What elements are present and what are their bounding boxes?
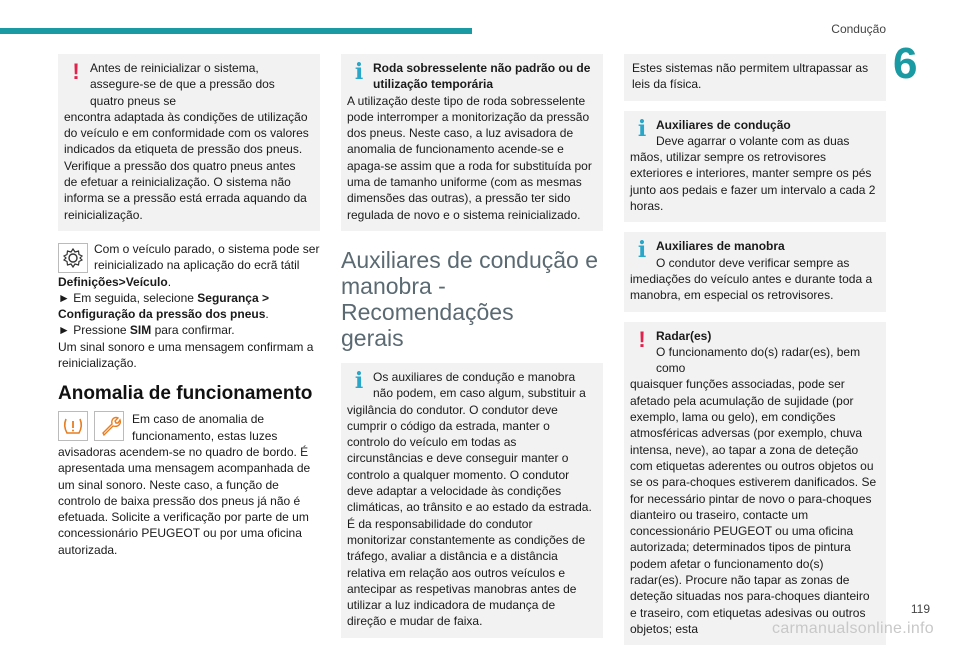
warning-icon: !: [638, 326, 646, 352]
step2-suffix: para confirmar.: [151, 323, 235, 338]
info-lead: Deve agarrar o volante com as duas: [656, 133, 850, 148]
section-heading-line2: manobra - Recomendações: [341, 272, 514, 325]
column-1: [58, 54, 320, 566]
info-icon: i: [637, 115, 647, 142]
info-box-manoeuvring-aids: [624, 232, 886, 311]
reset-menu-path: Definições>Veículo: [58, 274, 168, 289]
info-title-text: Roda sobresselente não padrão ou de utilização temporária: [373, 61, 591, 92]
warning-box-radar: [624, 322, 886, 646]
malfunction-heading: Anomalia de funcionamento: [58, 383, 313, 405]
wrench-service-icon: [94, 411, 124, 441]
step1-prefix: ► Em seguida, selecione: [58, 290, 198, 305]
page-number: 119: [910, 602, 930, 616]
info-icon: i: [637, 237, 647, 264]
step2-prefix: ► Pressione: [58, 323, 130, 338]
column-2: [341, 54, 603, 648]
info-title: [630, 238, 878, 254]
note-box-physics: [624, 54, 886, 101]
physics-text: Estes sistemas não permitem ultrapassar as leis da física.: [632, 61, 869, 92]
info-icon: i: [354, 59, 364, 85]
info-text: mãos, utilizar sempre os retrovisores exteriores e interiores, manter sempre os pés junto aos pedais e fazer um intervalo a cada 2 horas.: [630, 150, 876, 214]
step1-menu: Segurança > Configuração da pressão dos pneus: [58, 290, 269, 322]
section-heading-line3: gerais: [341, 324, 404, 351]
reset-lead: Com o veículo parado, o sistema pode ser reinicializado na aplicação do ecrã tátil: [94, 241, 320, 273]
info-box-driver-vigilance: [341, 363, 603, 638]
warning-title: [630, 328, 878, 344]
section-heading-line1: Auxiliares de condução e: [341, 246, 598, 273]
info-title: [347, 60, 595, 93]
info-title-text: Auxiliares de condução: [656, 117, 791, 132]
info-box-driving-aids: [624, 111, 886, 223]
warning-lead: O funcionamento do(s) radar(es), bem como: [656, 344, 861, 376]
warning-text: quaisquer funções associadas, pode ser afetado pela acumulação de sujidade (por exemplo, lama ou gelo), em condições atmosféricas adversas (por exemplo, chuva intensa, neve), ao tapar a zona de deteção com etiquetas aderentes ou outros objetos ou se os para-choques estiverem danificados. Se for necessário pintar de novo o para-choques dianteiro ou traseiro, contacte um concessionário PEUGEOT ou uma oficina autorizada; determinados tipos de pintura podem afetar o funcionamento do(s) radar(es). Procure não tapar as zonas de deteção situadas nos para-choques dianteiro e traseiro, com etiquetas adesivas ou outros objetos; esta: [630, 377, 877, 636]
info-lead: Os auxiliares de condução e manobra não podem, em caso algum, substituir a: [373, 369, 586, 401]
info-title: [630, 117, 878, 133]
section-title: Condução: [831, 22, 886, 36]
warning-text: encontra adaptada às condições de utilização do veículo e em conformidade com os valores indicados da etiqueta de pressão dos pneus. Verifique a pressão dos quatro pneus antes de efetuar a reinicialização. O sistema não informa se a pressão está errada aquando da reinicialização.: [64, 109, 309, 222]
watermark: carmanualsonline.info: [772, 620, 934, 637]
malfunction-lead: Em caso de anomalia de funcionamento, estas luzes: [132, 412, 278, 443]
tyre-pressure-warning-icon: [58, 411, 88, 441]
chapter-number: 6: [893, 39, 918, 88]
section-heading: [341, 247, 603, 351]
settings-gear-icon: [58, 243, 88, 273]
warning-title-text: Radar(es): [656, 328, 712, 343]
info-lead: O condutor deve verificar sempre as: [656, 255, 850, 270]
info-text: A utilização deste tipo de roda sobresselente pode interromper a monitorização da pressão dos pneus. Neste caso, a luz avisadora de anomalia de funcionamento acende-se e apaga-se assim que a roda for substituída por uma de tamanho uniforme (com as mesmas dimensões das outras), a pressão ter sido regulada de novo e o sistema reinicializado.: [347, 93, 592, 222]
malfunction-rest: avisadoras acendem-se no quadro de bordo. É apresentada uma mensagem acompanhada de um sinal sonoro. Neste caso, a função de controlo de baixa pressão dos pneus já não é efetuada. Solicite a verificação por parte de um concessionário PEUGEOT ou por uma oficina autorizada.: [58, 444, 311, 557]
info-box-spare-wheel: [341, 54, 603, 231]
warning-box-reset: [58, 54, 320, 231]
malfunction-text: [58, 411, 320, 558]
info-title-text: Auxiliares de manobra: [656, 239, 785, 254]
warning-icon: !: [72, 59, 80, 84]
info-text: vigilância do condutor. O condutor deve cumprir o código da estrada, manter o controlo do veículo em todas as circunstâncias e deve conseguir manter o controlo a qualquer momento. O condutor deve adaptar a velocidade às condições climáticas, ao trânsito e ao estado da estrada. É da responsabilidade do condutor monitorizar constantemente as condições de tráfego, avaliar a distância e a distância relativa em relação aos outros veículos e antecipar as respetivas manobras antes de utilizar a luz indicadora de mudança de direção e mudar de faixa.: [347, 402, 592, 629]
reset-confirm: Um sinal sonoro e uma mensagem confirmam a reinicialização.: [58, 339, 314, 371]
column-3: [624, 54, 886, 655]
info-text: imediações do veículo antes e durante toda a manobra, em especial os retrovisores.: [630, 271, 873, 303]
header-accent-bar: [0, 28, 472, 34]
step2-button: SIM: [129, 323, 152, 338]
reset-procedure: Com o veículo parado, o sistema pode ser reinicializado na aplicação do ecrã tátil Definições>Veículo. ► Em seguida, selecione Segurança > Configuração da pressão dos pneus. ► Pressione SIM para confirmar. Um sinal sonoro e uma mensagem confirmam a reinicialização.: [58, 241, 320, 371]
warning-lead: Antes de reinicializar o sistema, assegure-se de que a pressão dos quatro pneus se: [90, 61, 275, 108]
info-icon: i: [354, 367, 364, 394]
